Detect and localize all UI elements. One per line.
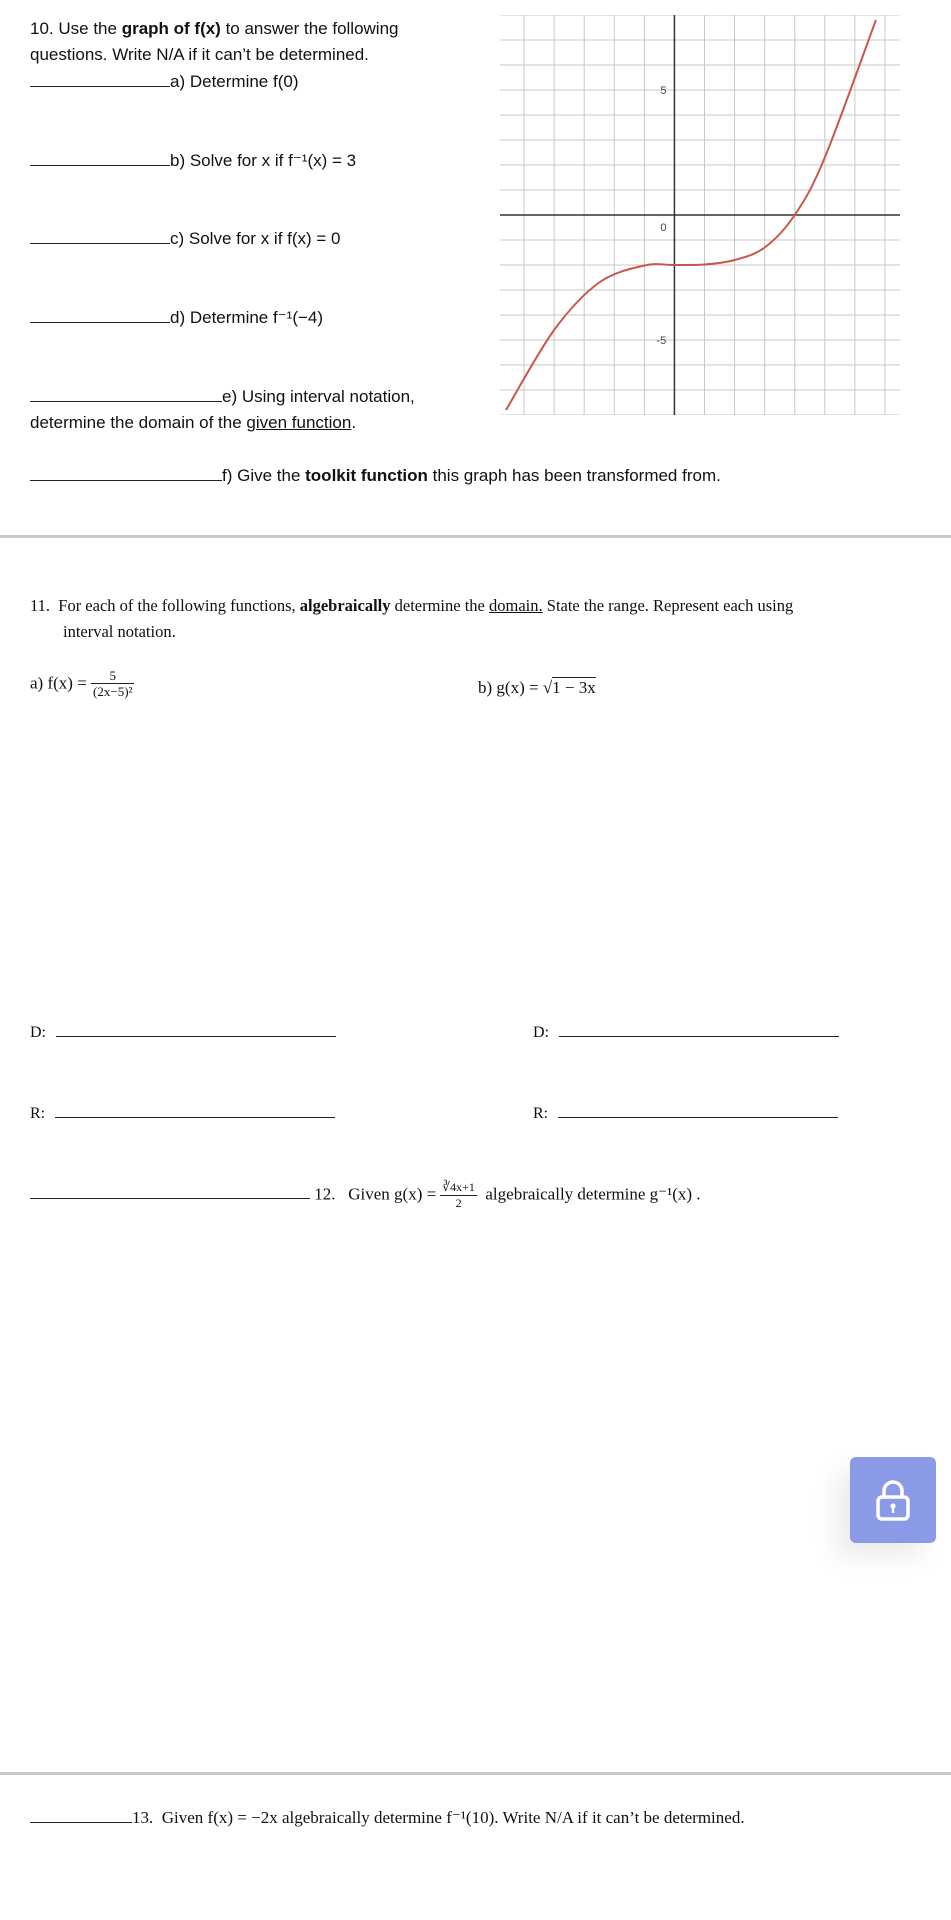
q11a-range-blank[interactable] <box>55 1101 335 1118</box>
q10d-answer-blank[interactable] <box>30 306 170 323</box>
q12-fraction: $\frac{∛4x+1}{2}$ <box>442 1180 475 1210</box>
domain-link: domain. <box>489 596 543 615</box>
q10-intro-bold: graph of f(x) <box>121 19 221 38</box>
toolkit-function-bold: toolkit function <box>305 466 428 485</box>
q10e-answer-blank[interactable] <box>30 385 222 402</box>
q11-line1: 11. For each of the following functions, algebraically determine the domain. State the range. Represent each using <box>30 596 794 615</box>
q10a-answer-blank[interactable] <box>30 70 170 87</box>
q11a-domain: D: <box>30 1020 336 1042</box>
function-graph <box>500 15 900 415</box>
q10b-answer-blank[interactable] <box>30 149 170 166</box>
q11b-range: R: <box>533 1101 838 1123</box>
lock-icon <box>873 1478 913 1522</box>
y-tick-label-5: 5 <box>660 85 667 97</box>
q10-intro-line1: 10. Use the graph of f(x) to answer the following <box>30 19 399 38</box>
q11b-function: b) g(x) = √1 − 3x <box>478 678 596 697</box>
q10e-line2: determine the domain of the given function. <box>30 413 357 432</box>
q10-intro-line2: questions. Write N/A if it can’t be determined. <box>30 45 369 64</box>
q10c-answer-blank[interactable] <box>30 227 170 244</box>
q11a-domain-blank[interactable] <box>56 1020 336 1037</box>
question-13: 13. Given f(x) = −2x algebraically determine f⁻¹(10). Write N/A if it can’t be determined. <box>30 1806 745 1828</box>
question-12: 12. Given g(x) = $\frac{∛4x+1}{2}$ algebraically determine g⁻¹(x) . <box>30 1180 701 1211</box>
q11a-fraction: $\frac{5}{\text{(2x−5)²}}$ <box>93 668 133 699</box>
q10f-answer-blank[interactable] <box>30 464 222 481</box>
q13-answer-blank[interactable] <box>30 1806 132 1823</box>
q10b: b) Solve for x if f⁻¹(x) = 3 <box>30 148 356 174</box>
q12-answer-blank[interactable] <box>30 1182 310 1199</box>
given-function-link: given function <box>246 413 352 432</box>
lock-button[interactable] <box>850 1457 936 1543</box>
q11a-function: a) f(x) = $\frac{5}{\text{(2x−5)²}}$ <box>30 668 133 699</box>
q11-line2: interval notation. <box>63 622 176 641</box>
q10f: f) Give the toolkit function this graph has been transformed from. <box>30 463 721 489</box>
q10a: a) Determine f(0) <box>30 69 298 95</box>
section-divider-2 <box>0 1772 951 1775</box>
q11b-domain: D: <box>533 1020 839 1042</box>
q10c: c) Solve for x if f(x) = 0 <box>30 226 341 252</box>
q11b-range-blank[interactable] <box>558 1101 838 1118</box>
section-divider <box>0 535 951 538</box>
q10d: d) Determine f⁻¹(−4) <box>30 305 323 331</box>
q11a-range: R: <box>30 1101 335 1123</box>
origin-label: 0 <box>660 222 667 234</box>
y-tick-label-neg5: -5 <box>656 335 667 347</box>
q11b-domain-blank[interactable] <box>559 1020 839 1037</box>
q10e: e) Using interval notation, <box>30 384 415 410</box>
